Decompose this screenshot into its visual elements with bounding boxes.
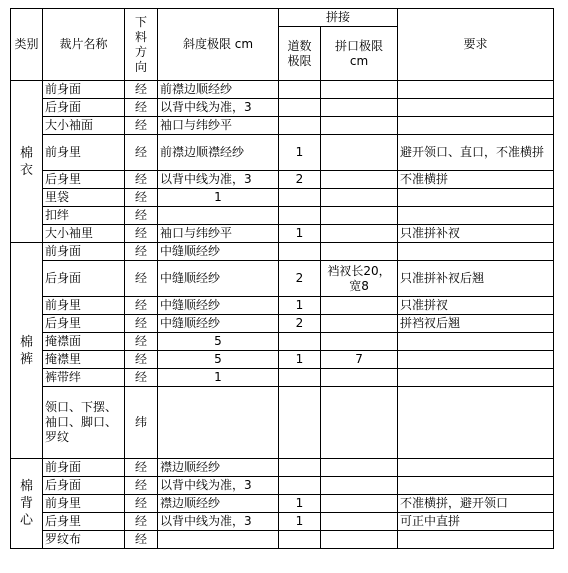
header-category: 类别 (11, 9, 43, 81)
table-body (11, 81, 554, 549)
splice-count-cell (279, 477, 321, 495)
splice-opening-cell (321, 171, 398, 189)
splice-count-cell: 1 (279, 351, 321, 369)
table-row (11, 495, 554, 513)
table-row (11, 387, 554, 459)
splice-opening-cell (321, 477, 398, 495)
splice-count-cell (279, 387, 321, 459)
requirement-cell (398, 369, 554, 387)
splice-count-cell (279, 99, 321, 117)
splice-count-cell (279, 243, 321, 261)
direction-cell: 经 (125, 495, 158, 513)
piece-name-cell: 前身里 (43, 135, 125, 171)
splice-count-cell (279, 207, 321, 225)
splice-opening-cell (321, 117, 398, 135)
direction-cell: 经 (125, 207, 158, 225)
splice-count-cell: 1 (279, 495, 321, 513)
splice-count-cell (279, 333, 321, 351)
skew-limit-cell: 以背中线为准，3 (158, 171, 279, 189)
requirement-cell (398, 477, 554, 495)
piece-name-cell: 罗纹布 (43, 531, 125, 549)
splice-opening-cell (321, 297, 398, 315)
piece-name-cell: 领口、下摆、袖口、脚口、罗纹 (43, 387, 125, 459)
splice-opening-cell (321, 459, 398, 477)
table-row (11, 261, 554, 297)
table-row (11, 117, 554, 135)
requirement-cell: 只准拼衩 (398, 297, 554, 315)
splice-opening-cell (321, 495, 398, 513)
table-row (11, 369, 554, 387)
skew-limit-cell (158, 207, 279, 225)
requirement-cell (398, 387, 554, 459)
direction-cell: 经 (125, 333, 158, 351)
splice-opening-cell (321, 369, 398, 387)
piece-name-cell: 后身面 (43, 99, 125, 117)
table-row (11, 513, 554, 531)
header-splice-opening: 拼口极限 cm (321, 27, 398, 81)
table-row (11, 243, 554, 261)
skew-limit-cell: 以背中线为准，3 (158, 99, 279, 117)
header-direction: 下料方向 (125, 9, 158, 81)
piece-name-cell: 掩襟里 (43, 351, 125, 369)
splice-count-cell: 1 (279, 135, 321, 171)
skew-limit-cell: 5 (158, 333, 279, 351)
skew-limit-cell: 袖口与纬纱平 (158, 117, 279, 135)
splice-opening-cell (321, 333, 398, 351)
category-cell: 棉衣 (11, 81, 43, 243)
piece-name-cell: 大小袖里 (43, 225, 125, 243)
direction-cell: 经 (125, 261, 158, 297)
skew-limit-cell: 以背中线为准，3 (158, 513, 279, 531)
table-row (11, 207, 554, 225)
piece-name-cell: 后身里 (43, 171, 125, 189)
table-row (11, 333, 554, 351)
splice-opening-cell (321, 243, 398, 261)
piece-name-cell: 后身里 (43, 513, 125, 531)
requirement-cell: 不准横拼，避开领口 (398, 495, 554, 513)
table-row (11, 225, 554, 243)
splice-opening-cell (321, 189, 398, 207)
direction-cell: 经 (125, 99, 158, 117)
splice-count-cell (279, 117, 321, 135)
table-row (11, 99, 554, 117)
direction-cell: 经 (125, 243, 158, 261)
piece-name-cell: 大小袖面 (43, 117, 125, 135)
splice-count-cell (279, 189, 321, 207)
splice-count-cell: 2 (279, 261, 321, 297)
cutting-spec-table (10, 8, 554, 549)
skew-limit-cell: 袖口与纬纱平 (158, 225, 279, 243)
table-row (11, 315, 554, 333)
requirement-cell (398, 243, 554, 261)
direction-cell: 经 (125, 135, 158, 171)
skew-limit-cell (158, 387, 279, 459)
table-row (11, 351, 554, 369)
skew-limit-cell: 1 (158, 189, 279, 207)
direction-cell: 经 (125, 81, 158, 99)
header-skew: 斜度极限 cm (158, 9, 279, 81)
splice-count-cell (279, 459, 321, 477)
requirement-cell: 只准拼补衩后翘 (398, 261, 554, 297)
header-splice-count: 道数极限 (279, 27, 321, 81)
piece-name-cell: 前身面 (43, 243, 125, 261)
skew-limit-cell: 中缝顺经纱 (158, 243, 279, 261)
splice-opening-cell (321, 315, 398, 333)
splice-opening-cell (321, 513, 398, 531)
table-row (11, 135, 554, 171)
requirement-cell (398, 531, 554, 549)
piece-name-cell: 里袋 (43, 189, 125, 207)
piece-name-cell: 后身面 (43, 261, 125, 297)
splice-count-cell: 1 (279, 297, 321, 315)
requirement-cell (398, 459, 554, 477)
direction-cell: 经 (125, 459, 158, 477)
requirement-cell (398, 333, 554, 351)
splice-count-cell: 2 (279, 315, 321, 333)
skew-limit-cell: 前襟边顺襟经纱 (158, 135, 279, 171)
table-row (11, 477, 554, 495)
header-piece-name: 裁片名称 (43, 9, 125, 81)
direction-cell: 经 (125, 513, 158, 531)
table-row (11, 171, 554, 189)
table-row (11, 531, 554, 549)
header-requirement: 要求 (398, 9, 554, 81)
direction-cell: 经 (125, 171, 158, 189)
skew-limit-cell: 襟边顺经纱 (158, 459, 279, 477)
skew-limit-cell: 中缝顺经纱 (158, 261, 279, 297)
splice-count-cell: 1 (279, 225, 321, 243)
splice-count-cell: 2 (279, 171, 321, 189)
splice-count-cell (279, 369, 321, 387)
skew-limit-cell: 前襟边顺经纱 (158, 81, 279, 99)
table-row (11, 459, 554, 477)
piece-name-cell: 前身里 (43, 495, 125, 513)
skew-limit-cell: 5 (158, 351, 279, 369)
direction-cell: 经 (125, 369, 158, 387)
table-row (11, 297, 554, 315)
header-splice: 拼接 (279, 9, 398, 27)
category-cell: 棉裤 (11, 243, 43, 459)
direction-cell: 经 (125, 351, 158, 369)
requirement-cell: 避开领口、直口，不准横拼 (398, 135, 554, 171)
requirement-cell: 可正中直拼 (398, 513, 554, 531)
splice-opening-cell (321, 531, 398, 549)
piece-name-cell: 前身里 (43, 297, 125, 315)
splice-opening-cell (321, 387, 398, 459)
splice-count-cell: 1 (279, 513, 321, 531)
piece-name-cell: 前身面 (43, 459, 125, 477)
skew-limit-cell (158, 531, 279, 549)
splice-opening-cell (321, 99, 398, 117)
splice-opening-cell: 7 (321, 351, 398, 369)
requirement-cell (398, 207, 554, 225)
skew-limit-cell: 1 (158, 369, 279, 387)
splice-opening-cell (321, 135, 398, 171)
direction-cell: 经 (125, 117, 158, 135)
skew-limit-cell: 襟边顺经纱 (158, 495, 279, 513)
splice-opening-cell (321, 225, 398, 243)
splice-count-cell (279, 531, 321, 549)
piece-name-cell: 掩襟面 (43, 333, 125, 351)
requirement-cell (398, 351, 554, 369)
direction-cell: 经 (125, 225, 158, 243)
piece-name-cell: 后身里 (43, 315, 125, 333)
splice-opening-cell: 裆衩长20，宽8 (321, 261, 398, 297)
piece-name-cell: 扣绊 (43, 207, 125, 225)
piece-name-cell: 裤带绊 (43, 369, 125, 387)
requirement-cell (398, 117, 554, 135)
direction-cell: 经 (125, 297, 158, 315)
skew-limit-cell: 中缝顺经纱 (158, 315, 279, 333)
skew-limit-cell: 以背中线为准，3 (158, 477, 279, 495)
table-row (11, 81, 554, 99)
requirement-cell: 拼裆衩后翘 (398, 315, 554, 333)
requirement-cell (398, 189, 554, 207)
skew-limit-cell: 中缝顺经纱 (158, 297, 279, 315)
direction-cell: 经 (125, 531, 158, 549)
splice-opening-cell (321, 207, 398, 225)
requirement-cell: 只准拼补衩 (398, 225, 554, 243)
requirement-cell (398, 99, 554, 117)
category-cell: 棉背心 (11, 459, 43, 549)
requirement-cell (398, 81, 554, 99)
table-row (11, 189, 554, 207)
splice-count-cell (279, 81, 321, 99)
piece-name-cell: 前身面 (43, 81, 125, 99)
piece-name-cell: 后身面 (43, 477, 125, 495)
direction-cell: 经 (125, 477, 158, 495)
splice-opening-cell (321, 81, 398, 99)
direction-cell: 纬 (125, 387, 158, 459)
direction-cell: 经 (125, 189, 158, 207)
requirement-cell: 不准横拼 (398, 171, 554, 189)
direction-cell: 经 (125, 315, 158, 333)
